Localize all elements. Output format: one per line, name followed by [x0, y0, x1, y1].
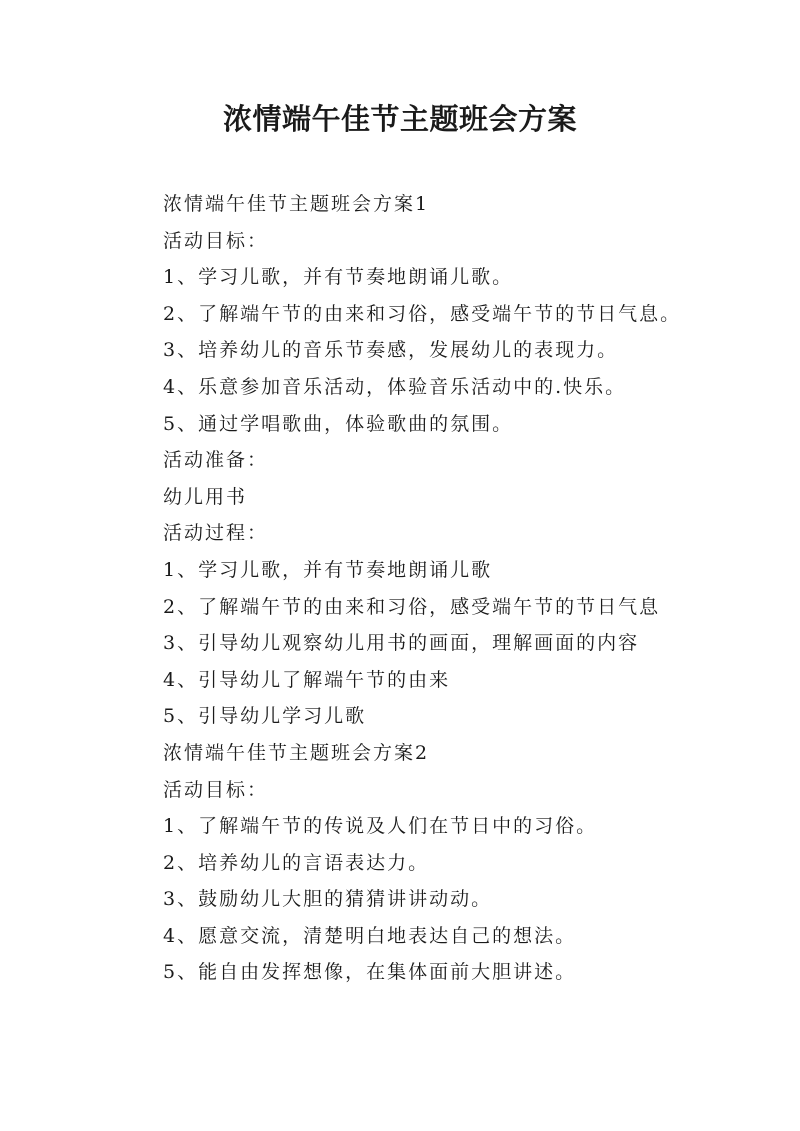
text-line: 2、了解端午节的由来和习俗，感受端午节的节日气息 — [163, 595, 661, 618]
text-line: 4、引导幼儿了解端午节的由来 — [163, 668, 451, 691]
text-line: 1、学习儿歌，并有节奏地朗诵儿歌。 — [163, 266, 514, 289]
section-heading-plan-1: 浓情端午佳节主题班会方案1 — [163, 193, 430, 215]
text-line: 5、引导幼儿学习儿歌 — [163, 705, 367, 728]
section-heading-plan-2: 浓情端午佳节主题班会方案2 — [163, 741, 430, 764]
document-body — [163, 186, 773, 991]
subheading-process: 活动过程： — [163, 522, 269, 545]
text-line: 3、引导幼儿观察幼儿用书的画面，理解画面的内容 — [163, 632, 640, 655]
subheading-goals: 活动目标： — [163, 778, 269, 801]
text-line: 3、鼓励幼儿大胆的猜猜讲讲动动。 — [163, 888, 493, 911]
text-line: 3、培养幼儿的音乐节奏感，发展幼儿的表现力。 — [163, 339, 619, 362]
text-line: 1、了解端午节的传说及人们在节日中的习俗。 — [163, 815, 598, 838]
subheading-preparation: 活动准备： — [163, 449, 269, 472]
text-line: 2、了解端午节的由来和习俗，感受端午节的节日气息。 — [163, 302, 682, 325]
subheading-goals: 活动目标： — [163, 229, 269, 252]
text-line: 1、学习儿歌，并有节奏地朗诵儿歌 — [163, 558, 493, 581]
text-line: 2、培养幼儿的言语表达力。 — [163, 851, 430, 874]
text-line: 幼儿用书 — [163, 485, 248, 508]
text-line: 4、愿意交流，清楚明白地表达自己的想法。 — [163, 924, 577, 947]
document-title: 浓情端午佳节主题班会方案 — [222, 102, 577, 136]
text-line: 4、乐意参加音乐活动，体验音乐活动中的.快乐。 — [163, 375, 627, 398]
text-line: 5、通过学唱歌曲，体验歌曲的氛围。 — [163, 412, 514, 435]
text-line: 5、能自由发挥想像，在集体面前大胆讲述。 — [163, 961, 577, 984]
